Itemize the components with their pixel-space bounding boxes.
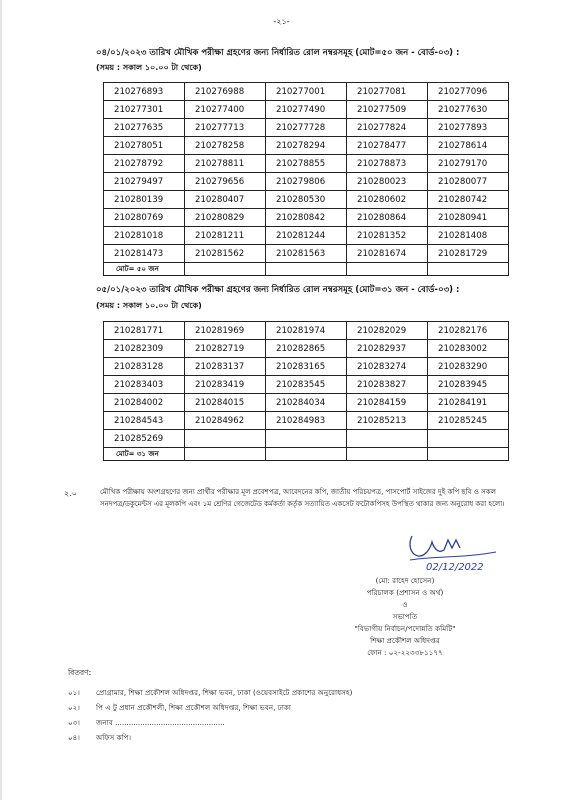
roll-number-cell: 210278477 bbox=[347, 137, 428, 155]
distribution-text: প্রোগ্রামার, শিক্ষা প্রকৌশল অধিদপ্তর, শিক্ষা ভবন, ঢাকা (ওয়েবসাইটে প্রকাশের অনুরোধসহ) bbox=[96, 688, 353, 697]
roll-number-cell bbox=[428, 430, 509, 448]
table-row bbox=[104, 412, 509, 430]
distribution-number: ০৩। bbox=[68, 718, 80, 727]
table-row bbox=[104, 173, 509, 191]
roll-number-cell: 210278811 bbox=[185, 155, 266, 173]
roll-number-cell: 210277893 bbox=[428, 119, 509, 137]
roll-number-cell: 210280742 bbox=[428, 191, 509, 209]
roll-number-cell: 210283945 bbox=[428, 376, 509, 394]
distribution-number: ০৪। bbox=[68, 733, 80, 742]
roll-number-cell: 210284962 bbox=[185, 412, 266, 430]
table-row bbox=[104, 227, 509, 245]
roll-number-cell: 210284191 bbox=[428, 394, 509, 412]
empty-cell bbox=[347, 448, 428, 461]
roll-number-cell: 210284034 bbox=[266, 394, 347, 412]
roll-number-cell: 210282937 bbox=[347, 340, 428, 358]
roll-number-cell: 210278258 bbox=[185, 137, 266, 155]
table-row bbox=[104, 155, 509, 173]
roll-number-cell: 210277400 bbox=[185, 101, 266, 119]
roll-number-cell: 210278855 bbox=[266, 155, 347, 173]
distribution-number: ০১। bbox=[68, 688, 80, 697]
roll-number-cell: 210278873 bbox=[347, 155, 428, 173]
distribution-text: জনাব ................................................ bbox=[96, 718, 225, 727]
section1-heading: ০৪/০১/২০২৩ তারিখ মৌখিক পরীক্ষা গ্রহণের জন্য নির্ধারিত রোল নম্বরসমূহ (মোট=৫০ জন - বোর্ড-০৩) : bbox=[96, 48, 460, 58]
roll-number-cell: 210282719 bbox=[185, 340, 266, 358]
roll-number-cell: 210281562 bbox=[185, 245, 266, 263]
roll-number-cell: 210277001 bbox=[266, 83, 347, 101]
distribution-title: বিতরণ: bbox=[68, 668, 92, 677]
roll-number-cell: 210281674 bbox=[347, 245, 428, 263]
roll-number-cell: 210278792 bbox=[104, 155, 185, 173]
roll-number-cell: 210282309 bbox=[104, 340, 185, 358]
roll-number-cell: 210283827 bbox=[347, 376, 428, 394]
roll-number-cell: 210277490 bbox=[266, 101, 347, 119]
empty-cell bbox=[266, 263, 347, 276]
table-row bbox=[104, 322, 509, 340]
roll-number-cell: 210285245 bbox=[428, 412, 509, 430]
table-row bbox=[104, 101, 509, 119]
table-row bbox=[104, 340, 509, 358]
roll-number-cell: 210283403 bbox=[104, 376, 185, 394]
roll-number-cell: 210279497 bbox=[104, 173, 185, 191]
table-row bbox=[104, 137, 509, 155]
roll-number-cell bbox=[185, 430, 266, 448]
roll-number-cell: 210281352 bbox=[347, 227, 428, 245]
roll-number-cell: 210278051 bbox=[104, 137, 185, 155]
roll-number-cell: 210281408 bbox=[428, 227, 509, 245]
roll-number-cell: 210283419 bbox=[185, 376, 266, 394]
roll-number-cell: 210281974 bbox=[266, 322, 347, 340]
roll-number-cell: 210276988 bbox=[185, 83, 266, 101]
roll-number-cell: 210278294 bbox=[266, 137, 347, 155]
total-row bbox=[104, 448, 509, 461]
roll-number-cell: 210280077 bbox=[428, 173, 509, 191]
table-row bbox=[104, 209, 509, 227]
table-row bbox=[104, 430, 509, 448]
distribution-item bbox=[68, 703, 291, 715]
roll-number-cell: 210280829 bbox=[185, 209, 266, 227]
roll-number-cell: 210281969 bbox=[185, 322, 266, 340]
roll-number-cell: 210279806 bbox=[266, 173, 347, 191]
signatory-title: পরিচালক (প্রশাসন ও অর্থ) bbox=[366, 588, 444, 597]
roll-number-cell: 210283137 bbox=[185, 358, 266, 376]
section2-heading: ০৫/০১/২০২৩ তারিখ মৌখিক পরীক্ষা গ্রহণের জন্য নির্ধারিত রোল নম্বরসমূহ (মোট=৩১ জন - বোর্ড-০৩) : bbox=[96, 285, 460, 295]
section1-time: (সময় : সকাল ১০.০০ টা থেকে) bbox=[96, 63, 202, 72]
table-row bbox=[104, 358, 509, 376]
roll-number-cell: 210280864 bbox=[347, 209, 428, 227]
roll-number-cell: 210280842 bbox=[266, 209, 347, 227]
distribution-text: অফিস কপি। bbox=[96, 733, 132, 742]
roll-number-cell: 210281018 bbox=[104, 227, 185, 245]
empty-cell bbox=[347, 263, 428, 276]
empty-cell bbox=[428, 263, 509, 276]
roll-number-cell: 210281563 bbox=[266, 245, 347, 263]
roll-table-2 bbox=[103, 321, 509, 461]
roll-number-cell: 210280139 bbox=[104, 191, 185, 209]
page-number: -২১- bbox=[273, 17, 290, 26]
department: শিক্ষা প্রকৌশল অধিদপ্তর bbox=[370, 636, 440, 645]
roll-number-cell bbox=[266, 430, 347, 448]
roll-number-cell: 210277630 bbox=[428, 101, 509, 119]
roll-number-cell: 210284543 bbox=[104, 412, 185, 430]
roll-number-cell: 210282865 bbox=[266, 340, 347, 358]
roll-number-cell: 210279656 bbox=[185, 173, 266, 191]
paragraph-text: মৌখিক পরীক্ষায় অংশগ্রহণের জন্য প্রার্থীর পরীক্ষার মূল প্রবেশপত্র, আবেদনের কপি, জাতীয় পরিচয়পত্র, পাসপোর্ট সাইজের দুই কপি ছবি ও সকল সনদপত্র/ডকুমেন্টস এর মূলকপি এবং ১ম শ্রেণির গেজেটেড কর্মকর্তা কর্তৃক সত্যায়িত একসেট ফটোকপিসহ উপস্থিত থাকার জন্য অনুরোধ করা হলো। bbox=[100, 488, 505, 508]
total-count: মোট= ৫০ জন bbox=[104, 263, 185, 276]
section2-time: (সময় : সকাল ১০.০০ টা থেকে) bbox=[96, 301, 202, 310]
empty-cell bbox=[185, 448, 266, 461]
roll-number-cell: 210280530 bbox=[266, 191, 347, 209]
roll-number-cell: 210284002 bbox=[104, 394, 185, 412]
total-row bbox=[104, 263, 509, 276]
roll-number-cell: 210276893 bbox=[104, 83, 185, 101]
roll-number-cell: 210281473 bbox=[104, 245, 185, 263]
roll-number-cell: 210280602 bbox=[347, 191, 428, 209]
roll-number-cell: 210284983 bbox=[266, 412, 347, 430]
empty-cell bbox=[428, 448, 509, 461]
roll-number-cell: 210282176 bbox=[428, 322, 509, 340]
svg-text:02/12/2022: 02/12/2022 bbox=[426, 562, 484, 573]
roll-number-cell: 210277635 bbox=[104, 119, 185, 137]
roll-number-cell: 210285269 bbox=[104, 430, 185, 448]
total-count: মোট= ৩১ জন bbox=[104, 448, 185, 461]
roll-number-cell: 210284159 bbox=[347, 394, 428, 412]
scan-edge bbox=[0, 0, 2, 800]
roll-number-cell: 210281771 bbox=[104, 322, 185, 340]
empty-cell bbox=[266, 448, 347, 461]
roll-number-cell: 210281211 bbox=[185, 227, 266, 245]
roll-number-cell: 210280023 bbox=[347, 173, 428, 191]
table-row bbox=[104, 245, 509, 263]
roll-number-cell: 210280769 bbox=[104, 209, 185, 227]
roll-number-cell: 210281244 bbox=[266, 227, 347, 245]
roll-number-cell: 210281729 bbox=[428, 245, 509, 263]
table-row bbox=[104, 376, 509, 394]
distribution-item bbox=[68, 733, 131, 745]
handwritten-signature bbox=[404, 530, 504, 576]
table-row bbox=[104, 394, 509, 412]
roll-number-cell: 210277728 bbox=[266, 119, 347, 137]
roll-number-cell: 210285213 bbox=[347, 412, 428, 430]
distribution-number: ০২। bbox=[68, 703, 80, 712]
signatory-name: (মো: রাহেদ হোসেন) bbox=[375, 576, 435, 585]
roll-number-cell: 210279170 bbox=[428, 155, 509, 173]
committee-name: "বিভাগীয় নির্বাচন/পদোন্নতি কমিটি" bbox=[354, 624, 456, 633]
roll-number-cell: 210277824 bbox=[347, 119, 428, 137]
roll-number-cell: 210280941 bbox=[428, 209, 509, 227]
distribution-text: পি এ টু প্রধান প্রকৌশলী, শিক্ষা প্রকৌশল অধিদপ্তর, শিক্ষা ভবন, ঢাকা bbox=[96, 703, 292, 712]
roll-number-cell: 210283290 bbox=[428, 358, 509, 376]
table-row bbox=[104, 119, 509, 137]
roll-number-cell: 210280407 bbox=[185, 191, 266, 209]
roll-number-cell: 210277301 bbox=[104, 101, 185, 119]
signatory-role: সভাপতি bbox=[392, 612, 418, 621]
roll-number-cell: 210283274 bbox=[347, 358, 428, 376]
empty-cell bbox=[185, 263, 266, 276]
phone: ফোন : ০২-২২৩৩৮১১৭৭ bbox=[367, 648, 443, 657]
distribution-item bbox=[68, 718, 225, 730]
table-row bbox=[104, 83, 509, 101]
roll-number-cell: 210284015 bbox=[185, 394, 266, 412]
roll-number-cell: 210282029 bbox=[347, 322, 428, 340]
roll-number-cell: 210277096 bbox=[428, 83, 509, 101]
roll-number-cell: 210283002 bbox=[428, 340, 509, 358]
roll-number-cell: 210277713 bbox=[185, 119, 266, 137]
signature-block bbox=[330, 575, 480, 659]
roll-table-1 bbox=[103, 82, 509, 276]
roll-number-cell: 210278614 bbox=[428, 137, 509, 155]
roll-number-cell: 210277081 bbox=[347, 83, 428, 101]
table-row bbox=[104, 191, 509, 209]
conjunction: ও bbox=[402, 600, 408, 609]
roll-number-cell: 210283165 bbox=[266, 358, 347, 376]
roll-number-cell: 210283128 bbox=[104, 358, 185, 376]
distribution-item bbox=[68, 688, 352, 700]
paragraph-number: ২.০ bbox=[64, 489, 77, 498]
roll-number-cell: 210283545 bbox=[266, 376, 347, 394]
roll-number-cell: 210277509 bbox=[347, 101, 428, 119]
roll-number-cell bbox=[347, 430, 428, 448]
